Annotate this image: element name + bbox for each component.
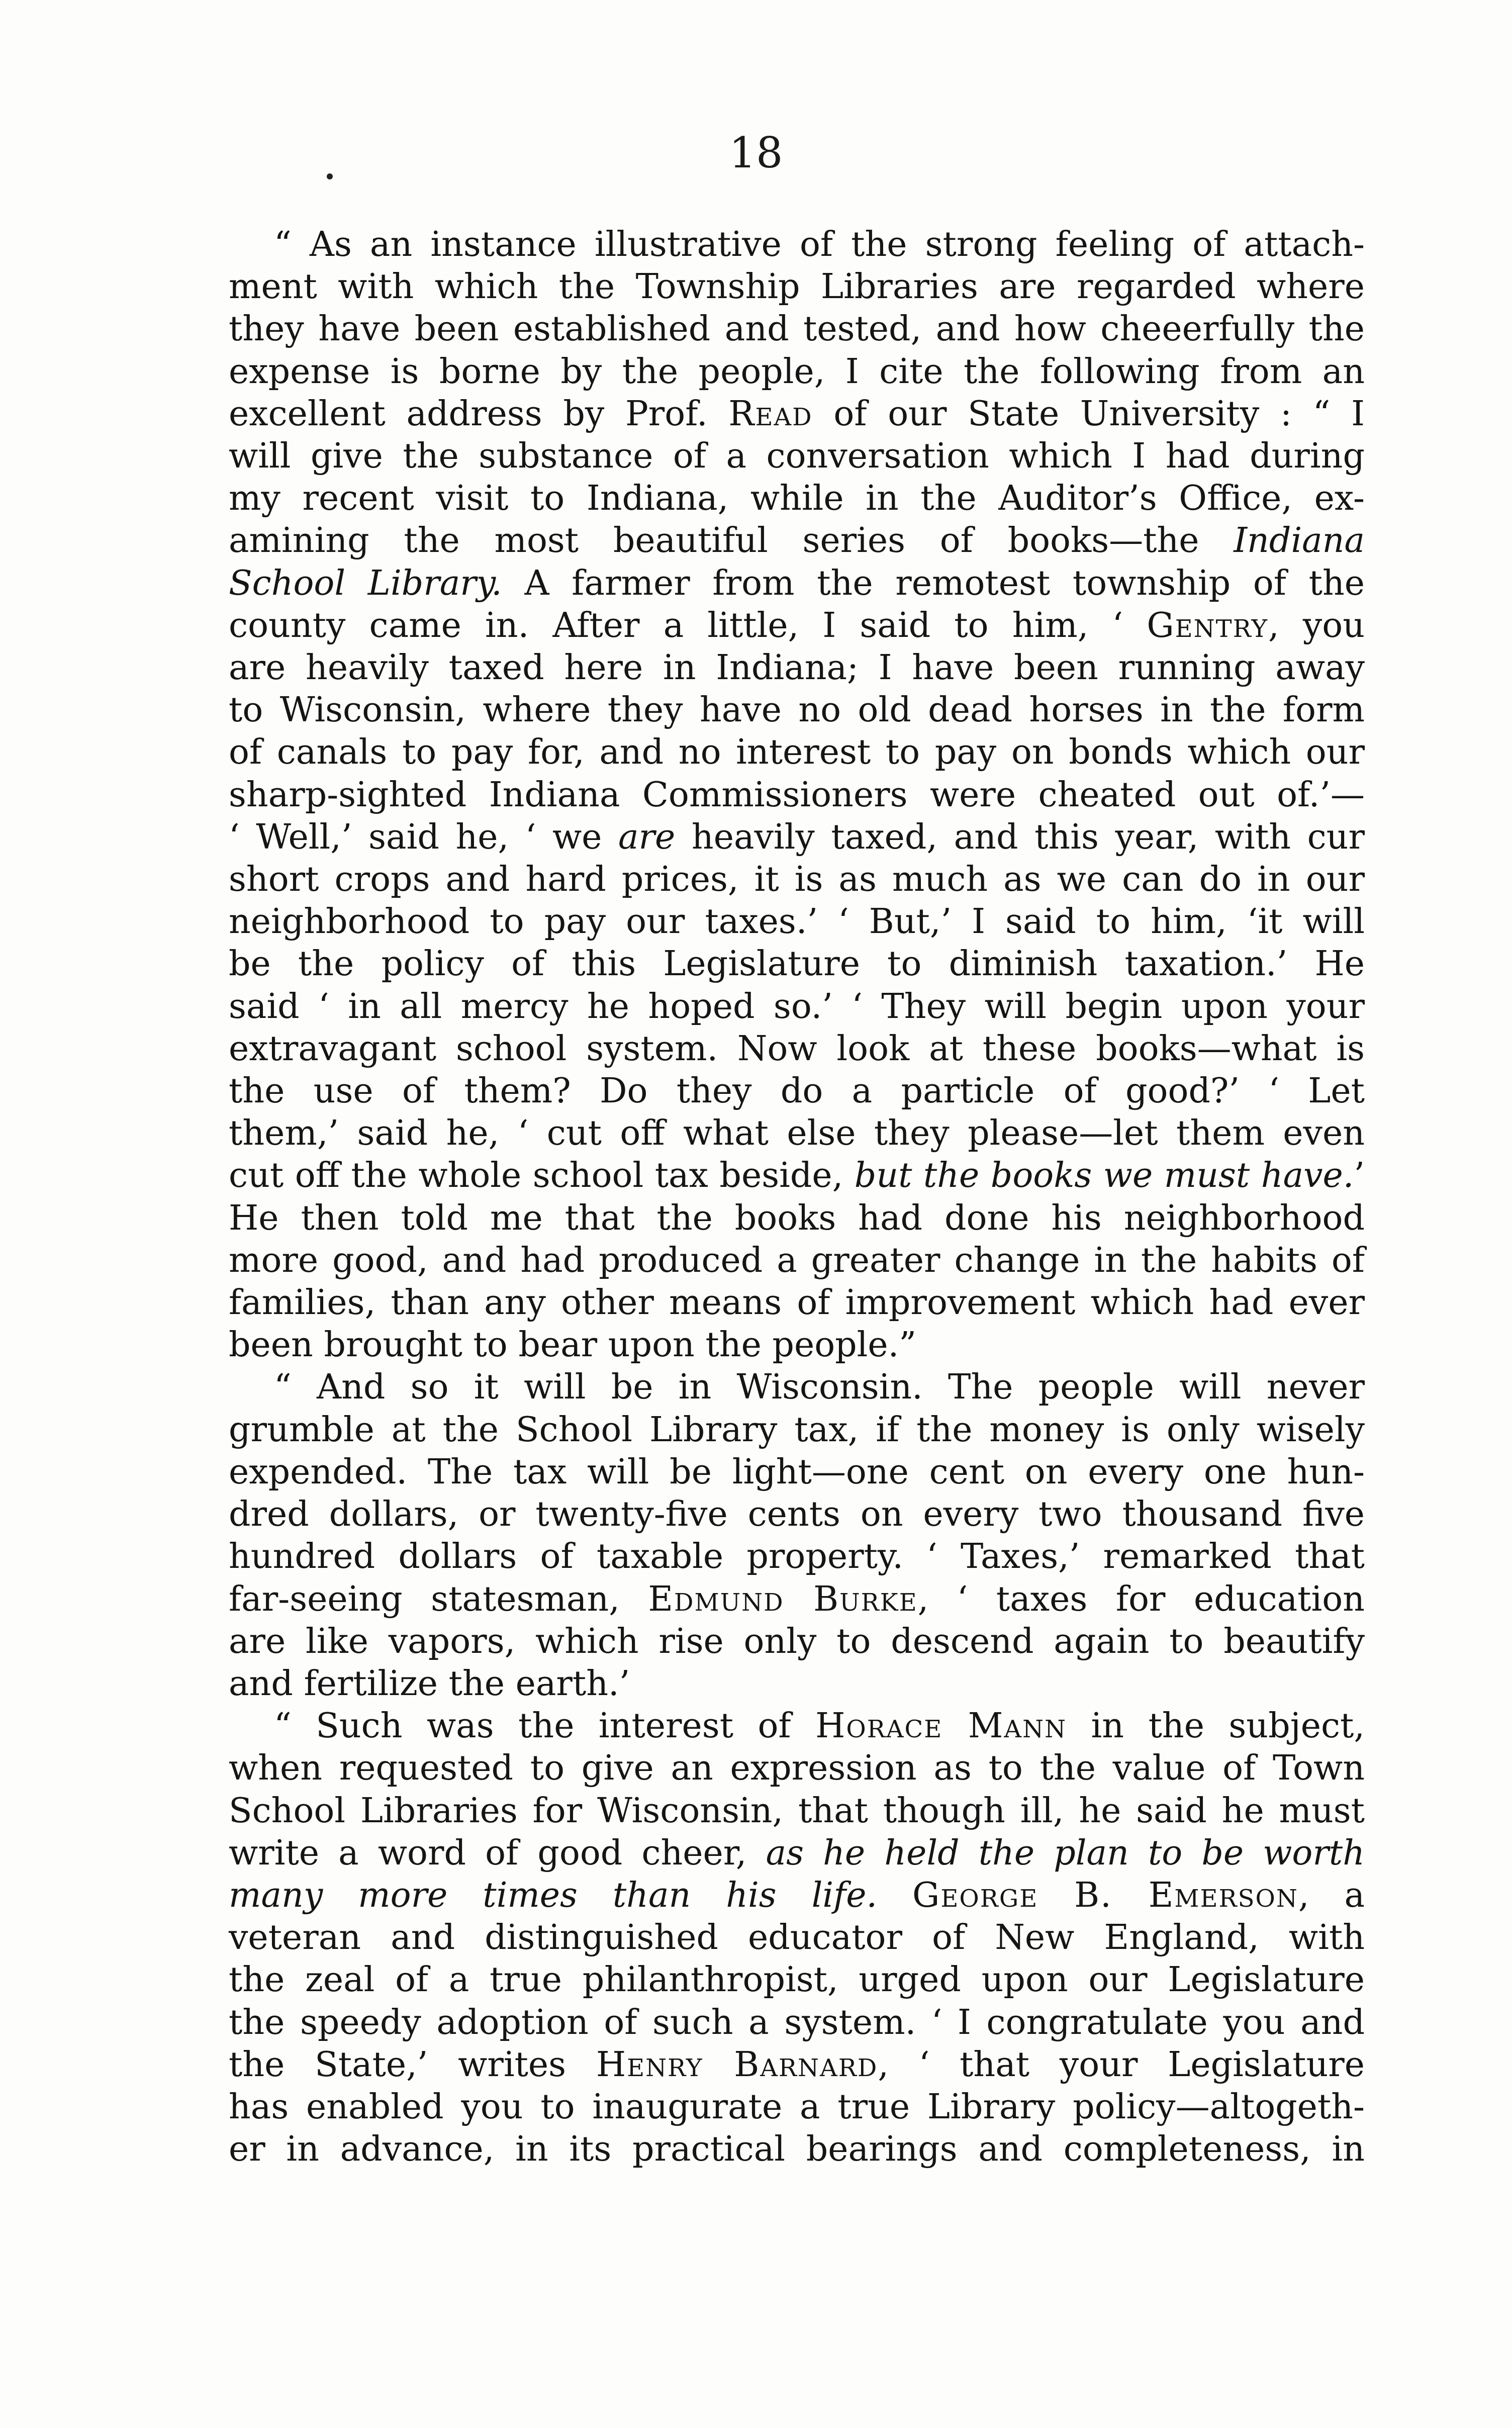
text-line [229, 1578, 1365, 1621]
text-run: ’ [1354, 1156, 1365, 1196]
small-caps-name: Henry Barnard [596, 2044, 878, 2085]
text-run: grumble at the School Library tax, if the money is only wisely [229, 1410, 1365, 1450]
text-run: excellent address by Prof. [229, 394, 729, 434]
text-run: be the policy of this Legislature to diminish taxation.’ He [229, 944, 1365, 984]
text-line [229, 1663, 1365, 1705]
text-run: , a [1298, 1875, 1365, 1915]
text-run: are like vapors, which rise only to descend again to beautify [229, 1621, 1365, 1661]
text-run: expended. The tax will be light—one cent on every one hun- [229, 1452, 1365, 1492]
italic-text: Indiana [1234, 521, 1365, 561]
text-line [229, 1493, 1365, 1536]
text-run: , you [1268, 605, 1365, 645]
text-line [229, 731, 1365, 774]
text-run: er in advance, in its practical bearings and completeness, in [229, 2129, 1365, 2170]
text-run: will give the substance of a conversation which I had during [229, 436, 1365, 477]
text-line [229, 689, 1365, 731]
small-caps-name: Edmund Burke [648, 1579, 918, 1619]
text-run: of canals to pay for, and no interest to pay on bonds which our [229, 732, 1365, 773]
text-run: A farmer from the remotest township of the [502, 563, 1365, 603]
text-run: when requested to give an expression as to the value of Town [229, 1748, 1365, 1789]
text-line [229, 1240, 1365, 1282]
text-run: veteran and distinguished educator of New England, with [229, 1918, 1365, 1958]
text-run: in the subject, [1067, 1706, 1365, 1746]
text-line [229, 774, 1365, 816]
text-line [229, 224, 1365, 266]
text-run: my recent visit to Indiana, while in the Auditor’s Office, ex- [229, 479, 1365, 519]
text-run: the speedy adoption of such a system. ‘ I congratulate you and [229, 2002, 1365, 2042]
text-line [229, 1070, 1365, 1112]
text-line [229, 520, 1365, 562]
text-line [229, 605, 1365, 647]
text-run: , ‘ taxes for education [917, 1579, 1365, 1619]
italic-text: but the books we must have. [854, 1156, 1354, 1196]
text-run: “ As an instance illustrative of the strong feeling of attach- [274, 225, 1365, 264]
text-line [229, 1324, 1365, 1366]
text-run: to Wisconsin, where they have no old dead horses in the form [229, 690, 1365, 730]
text-run: expense is borne by the people, I cite the following from an [229, 351, 1365, 392]
text-run: ment with which the Township Libraries are regarded where [229, 267, 1365, 307]
text-run: the use of them? Do they do a particle of good?’ ‘ Let [229, 1071, 1365, 1111]
text-run: amining the most beautiful series of books—the [229, 521, 1234, 561]
page-number: 18 [729, 128, 783, 177]
italic-text: School Library. [229, 563, 502, 603]
text-line [229, 647, 1365, 689]
text-run: cut off the whole school tax beside, [229, 1156, 855, 1196]
text-run: heavily taxed, and this year, with cur [675, 817, 1365, 857]
text-line [229, 1832, 1365, 1875]
text-line [229, 1451, 1365, 1493]
text-run: “ And so it will be in Wisconsin. The people will never [274, 1367, 1365, 1408]
text-line [229, 393, 1365, 435]
small-caps-name: Read [728, 394, 813, 434]
text-run: , ‘ that your Legislature [878, 2044, 1365, 2085]
italic-text: are [618, 817, 676, 857]
text-line [229, 351, 1365, 393]
text-line [229, 901, 1365, 943]
text-line [229, 1028, 1365, 1070]
text-line [229, 1112, 1365, 1155]
text-run: He then told me that the books had done his neighborhood [229, 1198, 1365, 1238]
text-line [229, 1155, 1365, 1197]
text-run: write a word of good cheer, [229, 1833, 766, 1873]
text-run: been brought to bear upon the people.” [229, 1325, 917, 1365]
text-run: extravagant school system. Now look at these books—what is [229, 1029, 1365, 1069]
text-line [229, 1705, 1365, 1747]
text-run: short crops and hard prices, it is as much as we can do in our [229, 860, 1365, 900]
text-line [229, 1409, 1365, 1451]
small-caps-name: George B. Emerson [912, 1875, 1298, 1915]
text-run: county came in. After a little, I said to him, ‘ [229, 605, 1147, 645]
text-run: School Libraries for Wisconsin, that though ill, he said he must [229, 1791, 1365, 1831]
text-run: “ Such was the interest of [274, 1706, 816, 1746]
text-run: more good, and had produced a greater change in the habits of [229, 1240, 1365, 1280]
text-run: families, than any other means of improvement which had ever [229, 1283, 1365, 1323]
text-run: hundred dollars of taxable property. ‘ Taxes,’ remarked that [229, 1537, 1365, 1577]
text-run: far-seeing statesman, [229, 1579, 648, 1619]
text-line [229, 1366, 1365, 1409]
text-line [229, 943, 1365, 985]
text-run [877, 1876, 912, 1915]
text-line [229, 308, 1365, 350]
text-run: said ‘ in all mercy he hoped so.’ ‘ They will begin upon your [229, 986, 1365, 1026]
text-run: and fertilize the earth.’ [229, 1663, 630, 1704]
text-run: dred dollars, or twenty-five cents on every two thousand five [229, 1495, 1365, 1535]
text-run: of our State University : “ I [812, 394, 1365, 434]
text-run: they have been established and tested, and how cheeerfully the [229, 309, 1365, 349]
text-line [229, 1747, 1365, 1790]
text-line [229, 986, 1365, 1028]
text-line [229, 1282, 1365, 1324]
text-run: neighborhood to pay our taxes.’ ‘ But,’ I said to him, ‘it will [229, 902, 1365, 942]
body-text [229, 224, 1365, 2171]
text-line [229, 478, 1365, 520]
text-line [229, 2044, 1365, 2086]
text-line [229, 1959, 1365, 2001]
text-line [229, 1875, 1365, 1917]
italic-text: many more times than his life. [229, 1875, 878, 1915]
text-line [229, 1790, 1365, 1832]
text-line [229, 859, 1365, 901]
text-run: them,’ said he, ‘ cut off what else they please—let them even [229, 1113, 1365, 1154]
text-line [229, 2002, 1365, 2044]
text-line [229, 2128, 1365, 2171]
text-line [229, 266, 1365, 308]
text-line [229, 1917, 1365, 1959]
text-line [229, 2086, 1365, 2128]
text-run: the State,’ writes [229, 2044, 596, 2085]
text-run: ‘ Well,’ said he, ‘ we [229, 817, 618, 857]
text-line [229, 1621, 1365, 1663]
small-caps-name: Horace Mann [815, 1706, 1067, 1746]
text-run: has enabled you to inaugurate a true Library policy—altogeth- [229, 2087, 1365, 2127]
italic-text: as he held the plan to be worth [766, 1833, 1365, 1873]
text-run: are heavily taxed here in Indiana; I have been running away [229, 648, 1365, 688]
text-run: sharp-sighted Indiana Commissioners were cheated out of.’— [229, 775, 1365, 815]
text-line [229, 816, 1365, 859]
text-run: the zeal of a true philanthropist, urged upon our Legislature [229, 1960, 1365, 2000]
text-line [229, 563, 1365, 605]
small-caps-name: Gentry [1147, 605, 1269, 645]
text-line [229, 1197, 1365, 1240]
text-line [229, 1536, 1365, 1578]
text-line [229, 435, 1365, 478]
